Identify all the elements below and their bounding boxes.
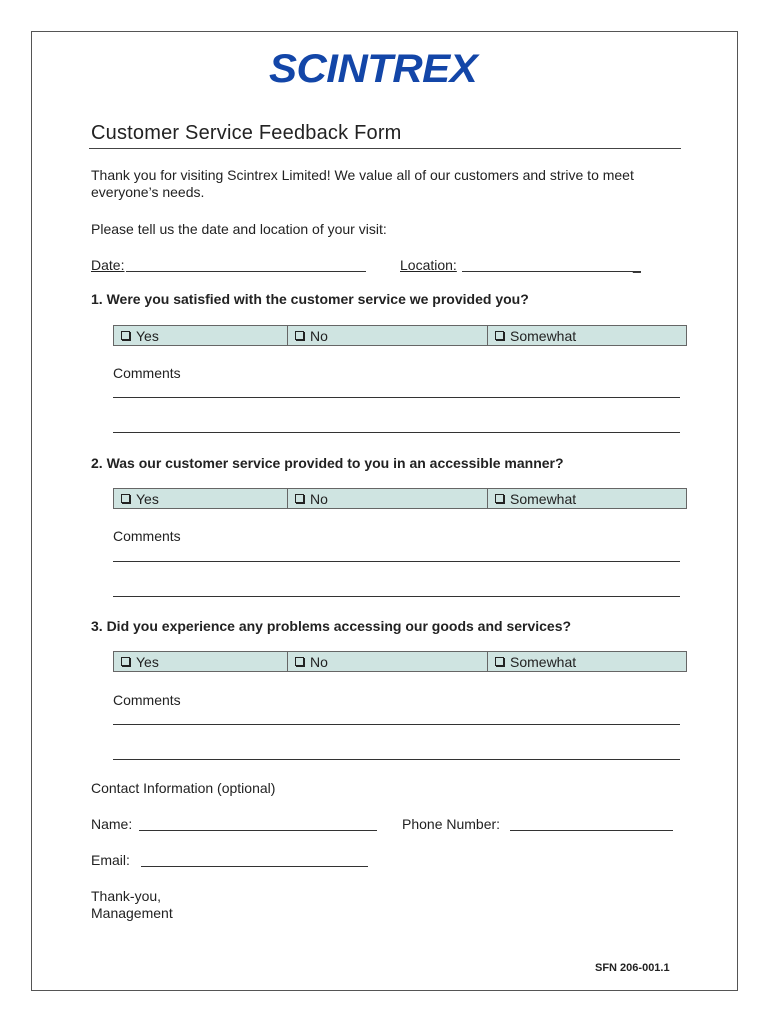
checkbox-icon[interactable] bbox=[295, 494, 304, 503]
options-row-3 bbox=[113, 651, 687, 672]
q2-yes-option[interactable] bbox=[114, 489, 288, 508]
scintrex-logo: SCINTREX bbox=[269, 47, 478, 91]
checkbox-icon[interactable] bbox=[121, 494, 130, 503]
checkbox-icon[interactable] bbox=[495, 494, 504, 503]
checkbox-icon[interactable] bbox=[121, 657, 130, 666]
checkbox-icon[interactable] bbox=[295, 657, 304, 666]
contact-heading: Contact Information (optional) bbox=[91, 780, 276, 796]
checkbox-icon[interactable] bbox=[495, 657, 504, 666]
q3-no-option[interactable] bbox=[288, 652, 488, 671]
phone-label: Phone Number: bbox=[402, 816, 501, 832]
comments-line-1a[interactable] bbox=[113, 397, 680, 398]
option-label: No bbox=[310, 327, 328, 344]
question-2: 2. Was our customer service provided to you in an accessible manner? bbox=[91, 455, 564, 471]
visit-prompt: Please tell us the date and location of your visit: bbox=[91, 221, 387, 237]
comments-line-3a[interactable] bbox=[113, 724, 680, 725]
checkbox-icon[interactable] bbox=[121, 331, 130, 340]
option-label: Somewhat bbox=[510, 490, 577, 507]
comments-line-2a[interactable] bbox=[113, 561, 680, 562]
form-number: SFN 206-001.1 bbox=[595, 962, 670, 974]
option-label: Yes bbox=[136, 327, 159, 344]
form-title: Customer Service Feedback Form bbox=[91, 122, 402, 144]
name-label: Name: bbox=[91, 816, 133, 832]
q3-yes-option[interactable] bbox=[114, 652, 288, 671]
location-trail: _ bbox=[633, 257, 641, 273]
comments-line-3b[interactable] bbox=[113, 759, 680, 760]
location-field[interactable] bbox=[462, 271, 641, 272]
options-row-1 bbox=[113, 325, 687, 346]
date-label: Date: bbox=[91, 257, 125, 273]
signoff-line-1: Thank-you, bbox=[91, 888, 162, 904]
option-label: Somewhat bbox=[510, 653, 577, 670]
location-label: Location: bbox=[400, 257, 457, 273]
checkbox-icon[interactable] bbox=[295, 331, 304, 340]
option-label: Yes bbox=[136, 653, 159, 670]
q3-somewhat-option[interactable] bbox=[488, 652, 686, 671]
comments-label-3: Comments bbox=[113, 692, 181, 708]
comments-line-2b[interactable] bbox=[113, 596, 680, 597]
options-row-2 bbox=[113, 488, 687, 509]
comments-line-1b[interactable] bbox=[113, 432, 680, 433]
title-rule bbox=[89, 148, 681, 149]
option-label: Yes bbox=[136, 490, 159, 507]
intro-text: Thank you for visiting Scintrex Limited! We value all of our customers and strive to meet everyone’s needs. bbox=[91, 167, 634, 200]
q1-no-option[interactable] bbox=[288, 326, 488, 345]
name-field[interactable] bbox=[139, 830, 377, 831]
comments-label-2: Comments bbox=[113, 528, 181, 544]
q2-no-option[interactable] bbox=[288, 489, 488, 508]
signoff-line-2: Management bbox=[91, 905, 173, 921]
q1-yes-option[interactable] bbox=[114, 326, 288, 345]
email-label: Email: bbox=[91, 852, 130, 868]
checkbox-icon[interactable] bbox=[495, 331, 504, 340]
comments-label-1: Comments bbox=[113, 365, 181, 381]
option-label: No bbox=[310, 653, 328, 670]
phone-field[interactable] bbox=[510, 830, 673, 831]
date-field[interactable] bbox=[126, 271, 366, 272]
option-label: No bbox=[310, 490, 328, 507]
option-label: Somewhat bbox=[510, 327, 577, 344]
q1-somewhat-option[interactable] bbox=[488, 326, 686, 345]
q2-somewhat-option[interactable] bbox=[488, 489, 686, 508]
email-field[interactable] bbox=[141, 866, 368, 867]
question-1: 1. Were you satisfied with the customer service we provided you? bbox=[91, 291, 529, 307]
question-3: 3. Did you experience any problems accessing our goods and services? bbox=[91, 618, 572, 634]
